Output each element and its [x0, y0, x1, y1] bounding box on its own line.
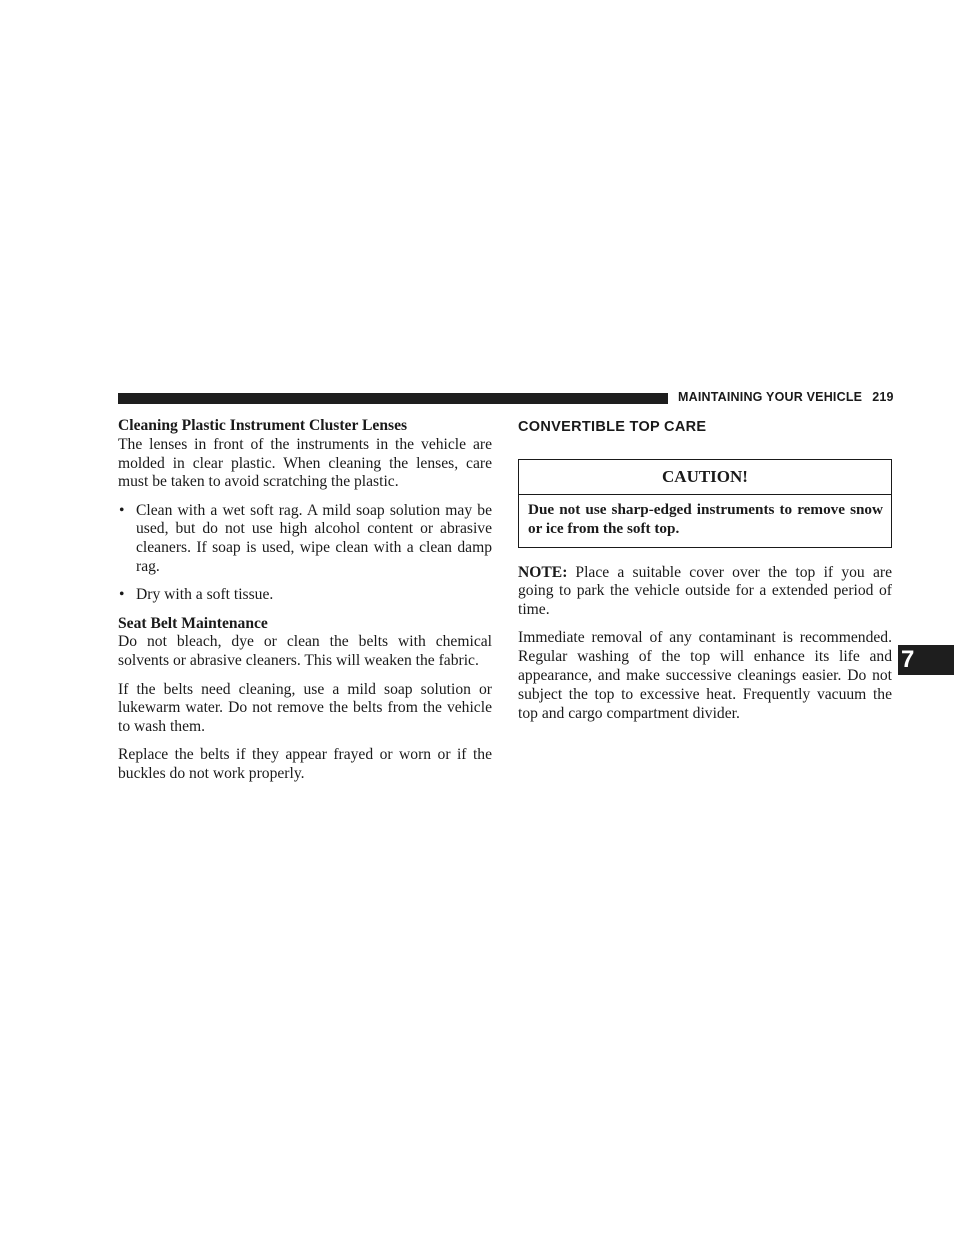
seatbelt-heading: Seat Belt Maintenance [118, 614, 268, 632]
left-column [118, 417, 492, 794]
lenses-paragraph: The lenses in front of the instruments in the vehicle are molded in clear plastic. When cleaning the lenses, care must be taken to avoid scratching the plastic. [118, 435, 492, 491]
caution-text: Due not use sharp-edged instruments to remove snow or ice from the soft top. [528, 501, 883, 537]
bullet-item [118, 586, 492, 605]
bullet-item [118, 502, 492, 577]
seatbelt-paragraph-2: If the belts need cleaning, use a mild soap solution or lukewarm water. Do not remove the belts from the vehicle to wash them. [118, 680, 492, 736]
header-rule [118, 393, 668, 404]
bullet-text: Dry with a soft tissue. [136, 586, 274, 604]
bullet-icon: • [119, 501, 125, 519]
caution-box [518, 459, 892, 548]
bullet-text: Clean with a wet soft rag. A mild soap solution may be used, but do not use high alcohol content or abrasive cleaners. If soap is used, wipe clean with a clean damp rag. [136, 501, 492, 576]
caution-title: CAUTION! [519, 460, 891, 495]
seatbelt-paragraph-3: Replace the belts if they appear frayed or worn or if the buckles do not work properly. [118, 746, 492, 783]
chapter-tab: 7 [898, 645, 954, 675]
running-header [678, 390, 892, 404]
seatbelt-paragraph-1: Do not bleach, dye or clean the belts with chemical solvents or abrasive cleaners. This will weaken the fabric. [118, 633, 492, 670]
header-section-title: MAINTAINING YOUR VEHICLE [678, 390, 863, 404]
cleaning-bullet-list [118, 502, 492, 605]
section-title: CONVERTIBLE TOP CARE [518, 419, 707, 435]
note-paragraph [518, 564, 892, 620]
lenses-heading: Cleaning Plastic Instrument Cluster Lenses [118, 417, 408, 434]
care-paragraph: Immediate removal of any contaminant is recommended. Regular washing of the top will enhance its life and appearance, and make successive cleanings easier. Do not subject the top to excessive heat. Frequently vacuum the top and cargo compartment divider. [518, 629, 892, 722]
bullet-icon: • [119, 586, 125, 604]
note-text: Place a suitable cover over the top if you are going to park the vehicle outside for a extended period of time. [518, 563, 892, 619]
note-label: NOTE: [518, 563, 568, 581]
right-column [518, 417, 892, 733]
page-number: 219 [872, 390, 894, 404]
